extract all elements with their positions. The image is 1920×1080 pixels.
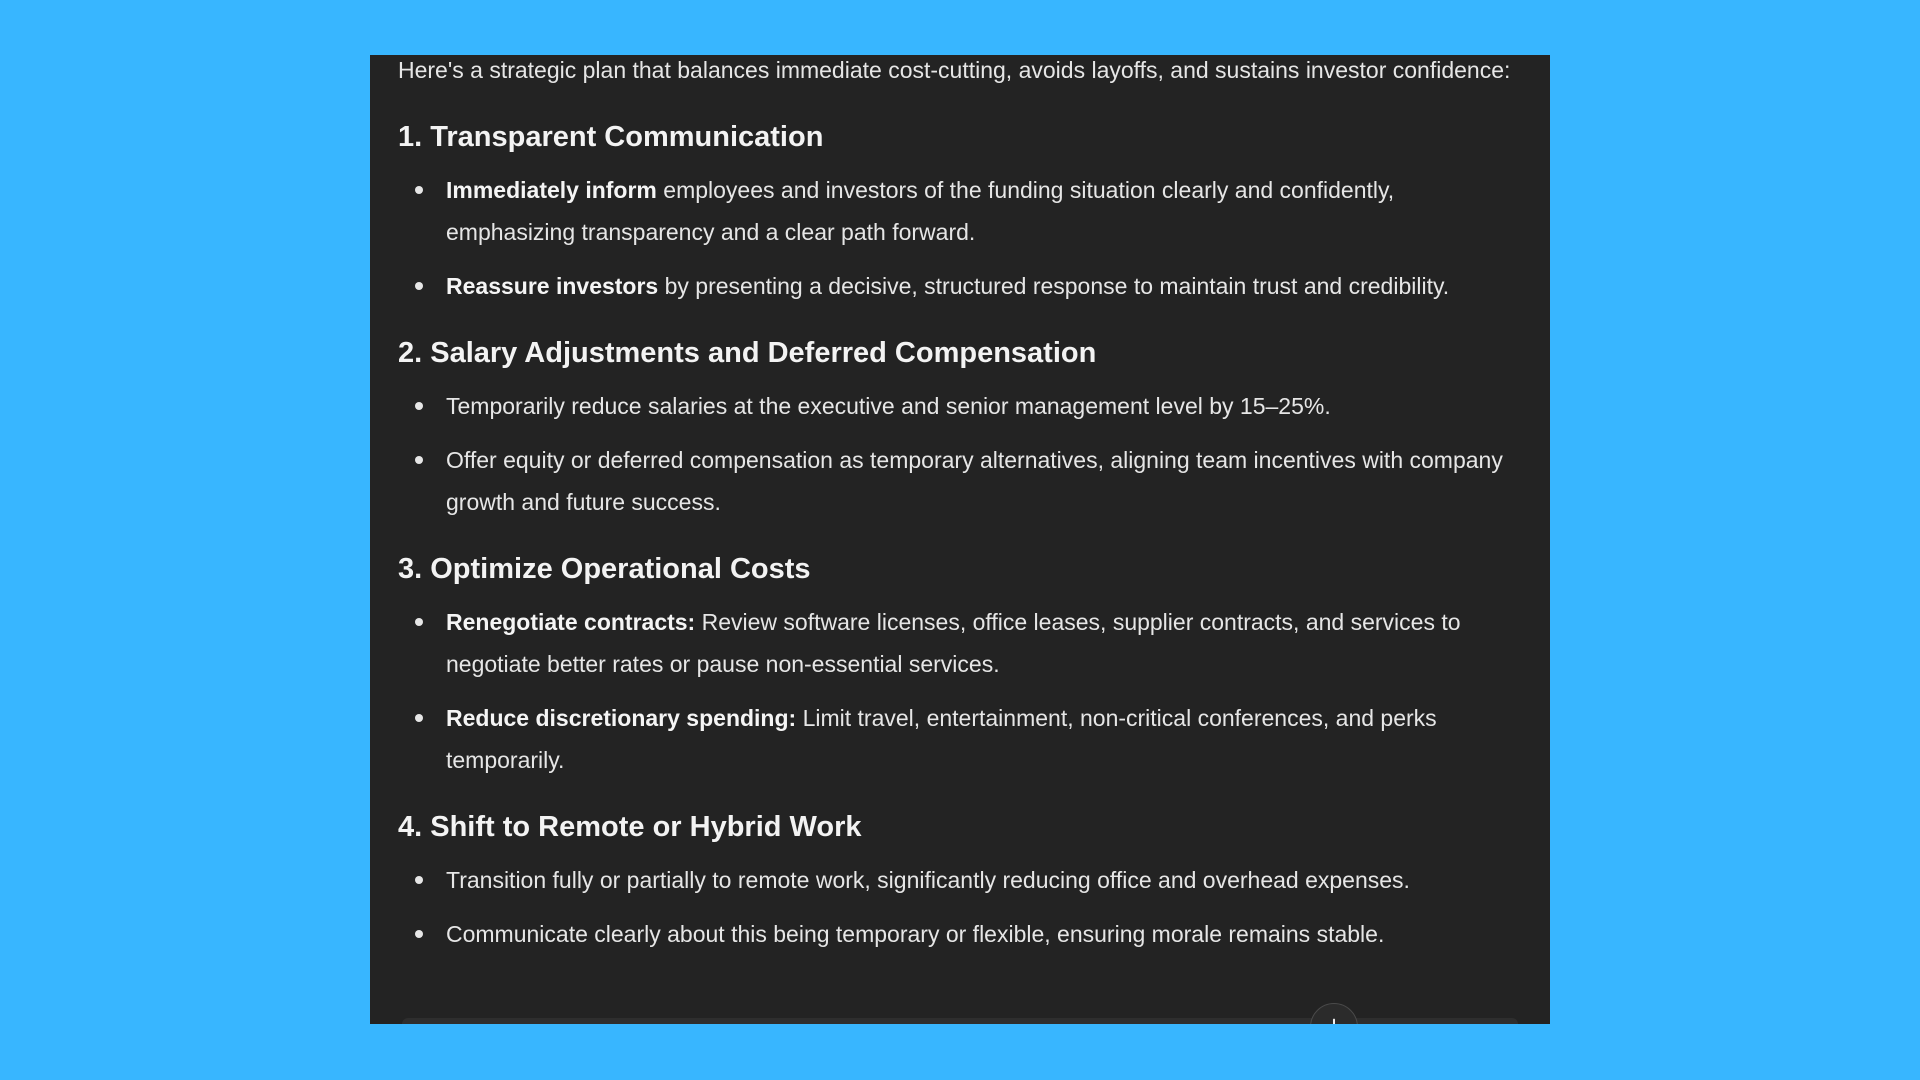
bullet-bold-lead: Reassure investors — [446, 273, 659, 299]
bullet-list — [398, 169, 1518, 307]
bullet-text: by presenting a decisive, structured response to maintain trust and credibility. — [658, 273, 1450, 299]
list-item — [398, 697, 1518, 781]
section-title: 3. Optimize Operational Costs — [398, 553, 811, 585]
list-item — [398, 913, 1518, 955]
list-item — [398, 385, 1518, 427]
section-optimize-operational-costs — [398, 549, 1518, 781]
bullet-list — [398, 385, 1518, 523]
arrow-down-icon — [1323, 1016, 1345, 1024]
scroll-to-bottom-button[interactable] — [1310, 1003, 1358, 1024]
bullet-dot — [415, 618, 423, 626]
bullet-dot — [415, 876, 423, 884]
bullet-text: Review software licenses, office leases, supplier contracts, and services to negotiate better rates or pause non-essential services. — [446, 609, 1461, 677]
bullet-bold-lead: Reduce discretionary spending: — [446, 705, 797, 731]
list-item — [398, 439, 1518, 523]
chat-message-panel — [370, 55, 1550, 1024]
bullet-list — [398, 859, 1518, 955]
list-item — [398, 265, 1518, 307]
bullet-dot — [415, 930, 423, 938]
bullet-dot — [415, 402, 423, 410]
message-intro: Here's a strategic plan that balances immediate cost-cutting, avoids layoffs, and sustains investor confidence: — [398, 57, 1511, 83]
bullet-text: Limit travel, entertainment, non-critical conferences, and perks temporarily. — [446, 705, 1437, 773]
bullet-dot — [415, 186, 423, 194]
bullet-text: Offer equity or deferred compensation as temporary alternatives, aligning team incentives with company growth and future success. — [446, 447, 1503, 515]
bullet-text: Communicate clearly about this being temporary or flexible, ensuring morale remains stable. — [446, 921, 1385, 947]
bullet-bold-lead: Immediately inform — [446, 177, 657, 203]
bullet-bold-lead: Renegotiate contracts: — [446, 609, 696, 635]
bullet-dot — [415, 714, 423, 722]
list-item — [398, 601, 1518, 685]
bullet-list — [398, 601, 1518, 781]
section-title: 2. Salary Adjustments and Deferred Compensation — [398, 337, 1097, 369]
bullet-dot — [415, 456, 423, 464]
section-title: 1. Transparent Communication — [398, 121, 824, 153]
bullet-text: Temporarily reduce salaries at the executive and senior management level by 15–25%. — [446, 393, 1331, 419]
bullet-text: employees and investors of the funding situation clearly and confidently, emphasizing transparency and a clear path forward. — [446, 177, 1395, 245]
list-item — [398, 169, 1518, 253]
section-title: 4. Shift to Remote or Hybrid Work — [398, 811, 862, 843]
assistant-message — [398, 55, 1518, 967]
section-remote-hybrid-work — [398, 807, 1518, 955]
bullet-text: Transition fully or partially to remote work, significantly reducing office and overhead expenses. — [446, 867, 1410, 893]
section-transparent-communication — [398, 117, 1518, 307]
section-salary-adjustments — [398, 333, 1518, 523]
list-item — [398, 859, 1518, 901]
bullet-dot — [415, 282, 423, 290]
